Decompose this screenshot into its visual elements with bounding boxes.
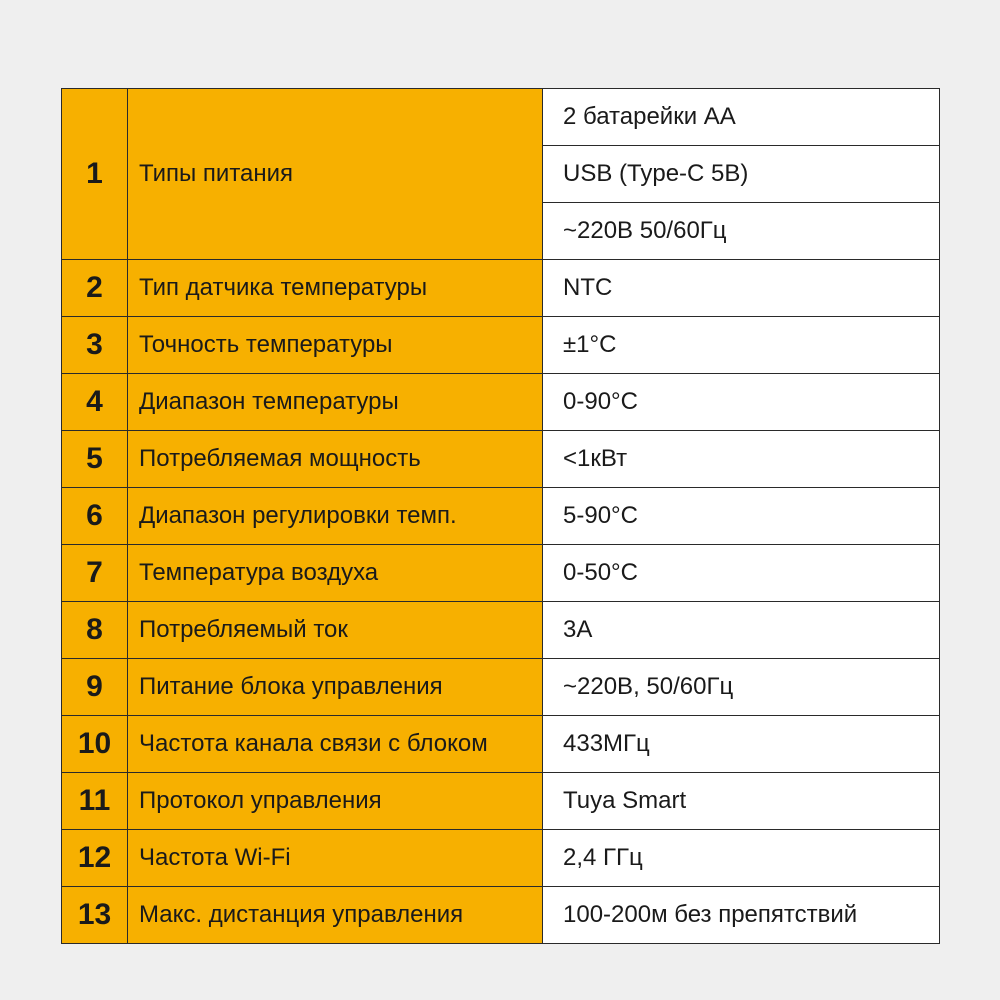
- row-name: Типы питания: [128, 89, 543, 260]
- row-value: 0-90°C: [543, 374, 940, 431]
- row-name: Потребляемая мощность: [128, 431, 543, 488]
- spec-table: [61, 88, 940, 944]
- row-value: 2,4 ГГц: [543, 830, 940, 887]
- row-number: 13: [62, 887, 128, 944]
- row-number: 9: [62, 659, 128, 716]
- row-name: Потребляемый ток: [128, 602, 543, 659]
- row-name: Точность температуры: [128, 317, 543, 374]
- row-name: Частота Wi-Fi: [128, 830, 543, 887]
- row-value: ~220В, 50/60Гц: [543, 659, 940, 716]
- row-value: 5-90°C: [543, 488, 940, 545]
- row-value: <1кВт: [543, 431, 940, 488]
- row-number: 2: [62, 260, 128, 317]
- row-value: ~220В 50/60Гц: [543, 203, 940, 260]
- row-name: Частота канала связи с блоком: [128, 716, 543, 773]
- row-value: 0-50°C: [543, 545, 940, 602]
- table-row: [62, 431, 940, 488]
- row-number: 12: [62, 830, 128, 887]
- table-row: [62, 773, 940, 830]
- row-value: NTC: [543, 260, 940, 317]
- table-row: [62, 317, 940, 374]
- row-name: Диапазон температуры: [128, 374, 543, 431]
- row-name: Температура воздуха: [128, 545, 543, 602]
- row-number: 8: [62, 602, 128, 659]
- row-name: Протокол управления: [128, 773, 543, 830]
- row-value: Tuya Smart: [543, 773, 940, 830]
- row-number: 7: [62, 545, 128, 602]
- row-number: 11: [62, 773, 128, 830]
- table-row: [62, 374, 940, 431]
- table-row: [62, 887, 940, 944]
- row-number: 1: [62, 89, 128, 260]
- table-row: [62, 89, 940, 146]
- table-row: [62, 830, 940, 887]
- row-name: Диапазон регулировки темп.: [128, 488, 543, 545]
- table-row: [62, 602, 940, 659]
- row-name: Питание блока управления: [128, 659, 543, 716]
- table-row: [62, 260, 940, 317]
- row-name: Тип датчика температуры: [128, 260, 543, 317]
- table-row: [62, 488, 940, 545]
- table-row: [62, 659, 940, 716]
- table-row: [62, 545, 940, 602]
- row-number: 3: [62, 317, 128, 374]
- row-number: 5: [62, 431, 128, 488]
- row-value: 2 батарейки AA: [543, 89, 940, 146]
- row-value: 100-200м без препятствий: [543, 887, 940, 944]
- row-number: 10: [62, 716, 128, 773]
- row-value: ±1°C: [543, 317, 940, 374]
- row-value: 3А: [543, 602, 940, 659]
- row-number: 6: [62, 488, 128, 545]
- row-value: 433МГц: [543, 716, 940, 773]
- table-row: [62, 716, 940, 773]
- row-number: 4: [62, 374, 128, 431]
- row-name: Макс. дистанция управления: [128, 887, 543, 944]
- row-value: USB (Type-C 5В): [543, 146, 940, 203]
